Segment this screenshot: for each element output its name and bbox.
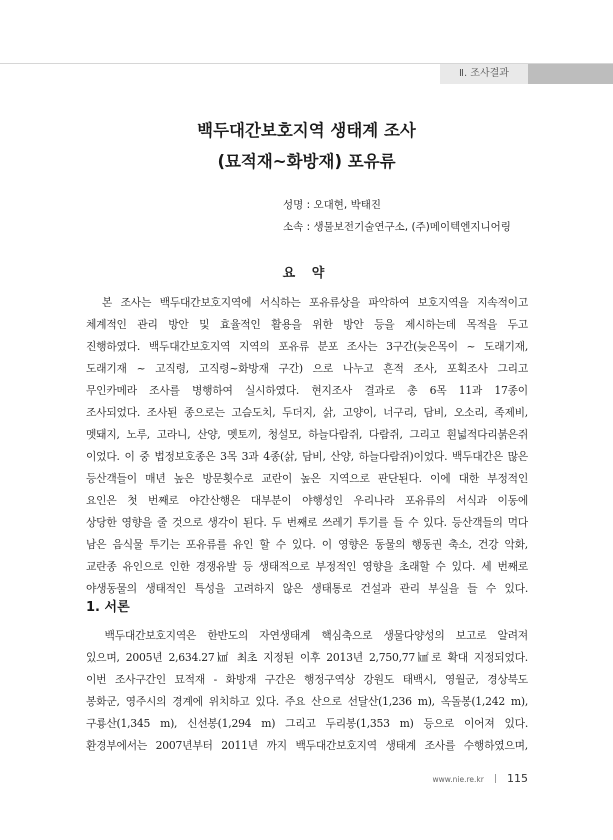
summary-line: 도래기재 ~ 고직령, 고직령~화방재 구간) 으로 나누고 흔적 조사, 포획조사 그리고 [86, 362, 528, 375]
summary-line: 진행하였다. 백두대간보호지역 지역의 포유류 분포 조사는 3구간(늦은목이 ~ 도래기재, [86, 340, 528, 353]
summary-line: 야생동물의 생태적인 특성을 고려하지 않은 생태통로 건설과 관리 부실을 들 수 있다. [86, 582, 528, 595]
summary-heading: 요 약 [282, 266, 331, 281]
intro-line: 봉화군, 영주시의 경계에 위치하고 있다. 주요 산으로 선달산(1,236 m), 옥돌봉(1,242 m), [86, 695, 528, 708]
page-number: 115 [507, 772, 528, 785]
header-tab-strip [528, 64, 613, 84]
intro-line: 환경부에서는 2007년부터 2011년 까지 백두대간보호지역 생태계 조사를 수행하였으며, [86, 739, 528, 752]
summary-line: 상당한 영향을 줄 것으로 생각이 된다. 두 번째로 쓰레기 투기를 들 수 있다. 등산객들의 먹다 [86, 516, 528, 529]
author-affiliation: 소속 : 생물보전기술연구소, (주)메이텍엔지니어링 [283, 221, 511, 233]
intro-line: 이번 조사구간인 묘적재 - 화방재 구간은 행정구역상 강원도 태백시, 영월군, 경상북도 [86, 673, 528, 686]
chapter-label: Ⅱ. 조사결과 [440, 64, 528, 84]
page-footer [433, 767, 528, 786]
intro-line: 구룡산(1,345 m), 신선봉(1,294 m) 그리고 두리봉(1,353 m) 등으로 이어져 있다. [86, 717, 528, 730]
footer-url[interactable]: www.nie.re.kr [432, 775, 484, 784]
summary-line: 무인카메라 조사를 병행하여 실시하였다. 현지조사 결과로 총 6목 11과 17종이 [86, 384, 528, 397]
summary-line: 조사되었다. 조사된 종으로는 고슴도치, 두더지, 삵, 고양이, 너구리, 담비, 오소리, 족제비, [86, 406, 528, 419]
summary-line: 요인은 첫 번째로 야간산행은 대부분이 야행성인 우리나라 포유류의 서식과 이동에 [86, 494, 528, 507]
summary-line: 등산객들이 매년 높은 방문횟수로 교란이 높은 지역으로 판단된다. 이에 대한 부정적인 [86, 472, 528, 485]
summary-line: 교란종 유인으로 인한 경쟁유발 등 생태적으로 부정적인 영향을 초래할 수 있다. 세 번째로 [86, 560, 528, 573]
title-line-1: 백두대간보호지역 생태계 조사 [197, 121, 416, 140]
summary-line: 본 조사는 백두대간보호지역에 서식하는 포유류상을 파악하여 보호지역을 지속적이고 [86, 296, 528, 309]
intro-line: 백두대간보호지역은 한반도의 자연생태계 핵심축으로 생물다양성의 보고로 알려져 [86, 629, 528, 642]
title-line-2: (묘적재~화방재) 포유류 [217, 152, 396, 171]
section-heading-intro: 1. 서론 [86, 600, 130, 615]
intro-paragraph [86, 625, 528, 757]
footer-divider [495, 774, 496, 783]
summary-line: 남은 음식물 투기는 포유류를 유인 할 수 있다. 이 영향은 동물의 행동권 축소, 건강 악화, [86, 538, 528, 551]
summary-line: 이었다. 이 중 법정보호종은 3목 3과 4종(삵, 담비, 산양, 하늘다람쥐)이었다. 백두대간은 많은 [86, 450, 528, 463]
summary-paragraph [86, 292, 528, 600]
author-names: 성명 : 오대현, 박태진 [283, 199, 382, 211]
intro-line: 있으며, 2005년 2,634.27㎢ 최초 지정된 이후 2013년 2,750,77㎢로 확대 지정되었다. [86, 651, 528, 664]
summary-line: 멧돼지, 노루, 고라니, 산양, 멧토끼, 청설모, 하늘다람쥐, 다람쥐, 그리고 흰넓적다리붉은쥐 [86, 428, 528, 441]
summary-line: 체계적인 관리 방안 및 효율적인 활용을 위한 방안 등을 제시하는데 목적을 두고 [86, 318, 528, 331]
